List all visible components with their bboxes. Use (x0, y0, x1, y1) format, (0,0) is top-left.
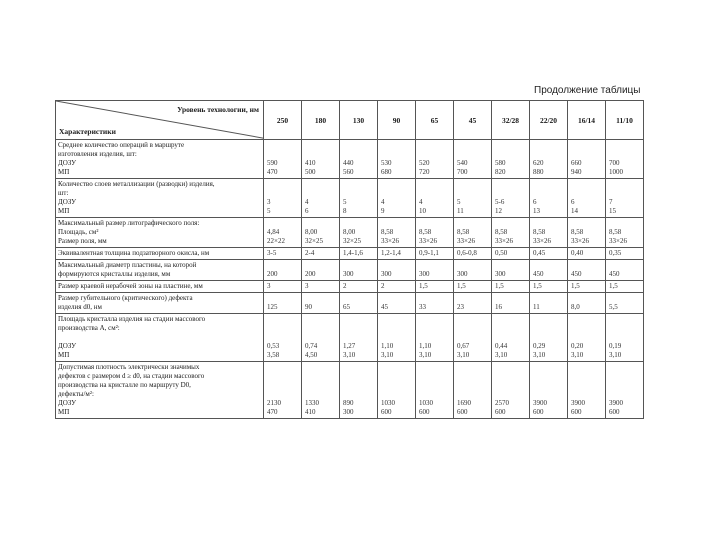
cell-value: 125 (267, 303, 278, 311)
cell-value: 0,44 (495, 342, 508, 350)
cell-value: 4,50 (305, 351, 318, 359)
cell-value: 3-5 (267, 249, 277, 257)
cell-value: 2570 (495, 399, 509, 407)
cell-value: 8,58 (419, 228, 432, 236)
cell-value: 11 (533, 303, 540, 311)
value-cell (340, 260, 378, 281)
cell-value: 3,10 (343, 351, 356, 359)
cell-value: 1690 (457, 399, 471, 407)
table-row (56, 314, 644, 362)
cell-value: 14 (571, 207, 578, 215)
cell-value: 8,0 (571, 303, 580, 311)
cell-value: 600 (457, 408, 468, 416)
row-label-line: ДОЗУ (58, 342, 77, 350)
row-label-line: Размер краевой нерабочей зоны на пластине, мм (58, 282, 203, 290)
value-cell (606, 248, 644, 260)
value-cell (530, 314, 568, 362)
cell-value: 0,74 (305, 342, 318, 350)
cell-value: 32×25 (343, 237, 361, 245)
data-table (55, 100, 644, 419)
value-cell (606, 140, 644, 179)
value-cell (302, 281, 340, 293)
cell-value: 9 (381, 207, 385, 215)
table-row (56, 179, 644, 218)
cell-value: 13 (533, 207, 540, 215)
cell-value: 1,5 (533, 282, 542, 290)
value-cell (378, 281, 416, 293)
cell-value: 200 (267, 270, 278, 278)
cell-value: 600 (571, 408, 582, 416)
value-cell (340, 293, 378, 314)
cell-value: 410 (305, 408, 316, 416)
value-cell (454, 140, 492, 179)
cell-value: 0,19 (609, 342, 622, 350)
cell-value: 8,00 (305, 228, 318, 236)
cell-value: 530 (381, 159, 392, 167)
cell-value: 300 (343, 408, 354, 416)
value-cell (264, 179, 302, 218)
row-label-line: МП (58, 351, 70, 359)
table-row (56, 140, 644, 179)
cell-value: 600 (495, 408, 506, 416)
value-cell (264, 293, 302, 314)
value-cell (264, 362, 302, 419)
value-cell (530, 248, 568, 260)
row-label-cell (56, 218, 264, 248)
row-label-line: Среднее количество операций в маршруте (58, 141, 185, 149)
row-label-line: МП (58, 168, 70, 176)
value-cell (340, 362, 378, 419)
cell-value: 600 (419, 408, 430, 416)
cell-value: 33×26 (571, 237, 589, 245)
column-header: 130 (340, 101, 378, 140)
value-cell (340, 314, 378, 362)
value-cell (416, 314, 454, 362)
value-cell (416, 218, 454, 248)
cell-value: 500 (305, 168, 316, 176)
cell-value: 1030 (381, 399, 395, 407)
cell-value: 450 (609, 270, 620, 278)
cell-value: 590 (267, 159, 278, 167)
value-cell (606, 218, 644, 248)
cell-value: 4,84 (267, 228, 280, 236)
row-label-line: Эквивалентная толщина подзатворного окисла, нм (58, 249, 210, 257)
cell-value: 410 (305, 159, 316, 167)
value-cell (492, 248, 530, 260)
cell-value: 3,10 (381, 351, 394, 359)
value-cell (264, 260, 302, 281)
value-cell (530, 218, 568, 248)
value-cell (492, 218, 530, 248)
value-cell (340, 218, 378, 248)
value-cell (264, 281, 302, 293)
cell-value: 1,10 (419, 342, 432, 350)
cell-value: 820 (495, 168, 506, 176)
cell-value: 890 (343, 399, 354, 407)
cell-value: 11 (457, 207, 464, 215)
cell-value: 3 (305, 282, 309, 290)
cell-value: 2130 (267, 399, 281, 407)
cell-value: 33 (419, 303, 426, 311)
table-row (56, 362, 644, 419)
value-cell (340, 248, 378, 260)
cell-value: 0,6-0,8 (457, 249, 477, 257)
cell-value: 700 (609, 159, 620, 167)
column-header: 65 (416, 101, 454, 140)
value-cell (530, 140, 568, 179)
cell-value: 3,10 (495, 351, 508, 359)
cell-value: 520 (419, 159, 430, 167)
row-label-line: МП (58, 408, 70, 416)
cell-value: 5,5 (609, 303, 618, 311)
row-label-line: шт: (58, 189, 69, 197)
value-cell (264, 314, 302, 362)
row-label-line: Площадь, см² (58, 228, 99, 236)
cell-value: 33×26 (457, 237, 475, 245)
value-cell (530, 362, 568, 419)
value-cell (378, 293, 416, 314)
value-cell (416, 281, 454, 293)
value-cell (492, 362, 530, 419)
column-header: 32/28 (492, 101, 530, 140)
cell-value: 5-6 (495, 198, 505, 206)
header-corner-cell (56, 101, 264, 140)
cell-value: 4 (419, 198, 423, 206)
cell-value: 3 (267, 198, 271, 206)
table-row (56, 218, 644, 248)
column-header: 11/10 (606, 101, 644, 140)
cell-value: 580 (495, 159, 506, 167)
characteristics-label: Характеристики (59, 127, 116, 136)
row-label-line: дефектов с размером d ≥ d0, на стадии массового (58, 372, 205, 380)
table-row (56, 281, 644, 293)
value-cell (302, 218, 340, 248)
value-cell (568, 260, 606, 281)
value-cell (378, 260, 416, 281)
cell-value: 1000 (609, 168, 623, 176)
cell-value: 0,35 (609, 249, 622, 257)
row-label-cell (56, 314, 264, 362)
value-cell (416, 260, 454, 281)
value-cell (454, 260, 492, 281)
cell-value: 1,10 (381, 342, 394, 350)
value-cell (378, 218, 416, 248)
row-label-line (58, 333, 261, 342)
column-header: 90 (378, 101, 416, 140)
cell-value: 33×26 (419, 237, 437, 245)
cell-value: 0,9-1,1 (419, 249, 439, 257)
value-cell (416, 179, 454, 218)
cell-value: 200 (305, 270, 316, 278)
table-row (56, 260, 644, 281)
cell-value: 3,10 (419, 351, 432, 359)
cell-value: 1,5 (419, 282, 428, 290)
cell-value: 12 (495, 207, 502, 215)
cell-value: 1,4-1,6 (343, 249, 363, 257)
cell-value: 33×26 (381, 237, 399, 245)
cell-value: 1030 (419, 399, 433, 407)
value-cell (568, 314, 606, 362)
cell-value: 300 (457, 270, 468, 278)
value-cell (492, 293, 530, 314)
value-cell (340, 140, 378, 179)
value-cell (492, 281, 530, 293)
cell-value: 23 (457, 303, 464, 311)
cell-value: 1,5 (571, 282, 580, 290)
value-cell (416, 248, 454, 260)
cell-value: 8,58 (533, 228, 546, 236)
cell-value: 600 (609, 408, 620, 416)
value-cell (568, 248, 606, 260)
cell-value: 0,40 (571, 249, 584, 257)
value-cell (530, 179, 568, 218)
cell-value: 22×22 (267, 237, 285, 245)
cell-value: 1,27 (343, 342, 356, 350)
row-label-line: ДОЗУ (58, 399, 77, 407)
cell-value: 3 (267, 282, 271, 290)
cell-value: 6 (571, 198, 575, 206)
row-label-cell (56, 140, 264, 179)
cell-value: 680 (381, 168, 392, 176)
row-label-cell (56, 248, 264, 260)
column-header: 16/14 (568, 101, 606, 140)
row-label-line: ДОЗУ (58, 198, 77, 206)
cell-value: 7 (609, 198, 613, 206)
value-cell (378, 179, 416, 218)
value-cell (492, 314, 530, 362)
value-cell (530, 281, 568, 293)
cell-value: 1,5 (457, 282, 466, 290)
value-cell (302, 248, 340, 260)
column-header: 22/20 (530, 101, 568, 140)
cell-value: 3,10 (571, 351, 584, 359)
cell-value: 1330 (305, 399, 319, 407)
value-cell (568, 218, 606, 248)
level-label: Уровень технологии, нм (177, 105, 259, 114)
row-label-line: Допустимая плотность электрически значимых (58, 363, 200, 371)
value-cell (454, 293, 492, 314)
value-cell (416, 362, 454, 419)
value-cell (492, 140, 530, 179)
cell-value: 0,45 (533, 249, 546, 257)
value-cell (454, 362, 492, 419)
value-cell (302, 314, 340, 362)
cell-value: 32×25 (305, 237, 323, 245)
cell-value: 3900 (609, 399, 623, 407)
value-cell (606, 314, 644, 362)
value-cell (454, 179, 492, 218)
row-label-line: изготовления изделия, шт: (58, 150, 137, 158)
value-cell (302, 140, 340, 179)
cell-value: 560 (343, 168, 354, 176)
cell-value: 1,2-1,4 (381, 249, 401, 257)
cell-value: 8,58 (457, 228, 470, 236)
cell-value: 65 (343, 303, 350, 311)
value-cell (454, 281, 492, 293)
row-label-line: Площадь кристалла изделия на стадии массового (58, 315, 206, 323)
cell-value: 600 (533, 408, 544, 416)
cell-value: 300 (495, 270, 506, 278)
cell-value: 3,58 (267, 351, 280, 359)
cell-value: 300 (419, 270, 430, 278)
value-cell (378, 248, 416, 260)
cell-value: 10 (419, 207, 426, 215)
table-row (56, 248, 644, 260)
value-cell (606, 362, 644, 419)
cell-value: 3,10 (457, 351, 470, 359)
value-cell (302, 260, 340, 281)
cell-value: 700 (457, 168, 468, 176)
cell-value: 1,5 (609, 282, 618, 290)
cell-value: 3,10 (533, 351, 546, 359)
value-cell (606, 260, 644, 281)
value-cell (568, 140, 606, 179)
row-label-cell (56, 179, 264, 218)
cell-value: 660 (571, 159, 582, 167)
value-cell (340, 179, 378, 218)
row-label-line: Размер губительного (критического) дефекта (58, 294, 193, 302)
row-label-line: формируются кристаллы изделия, мм (58, 270, 171, 278)
cell-value: 880 (533, 168, 544, 176)
value-cell (340, 281, 378, 293)
row-label-line: производства на кристалле по маршруту D0, (58, 381, 191, 389)
cell-value: 0,67 (457, 342, 470, 350)
row-label-line: МП (58, 207, 70, 215)
cell-value: 8,58 (609, 228, 622, 236)
value-cell (302, 293, 340, 314)
cell-value: 300 (343, 270, 354, 278)
value-cell (530, 293, 568, 314)
cell-value: 3900 (571, 399, 585, 407)
column-header: 45 (454, 101, 492, 140)
row-label-line: изделия d0, нм (58, 303, 102, 311)
header-row (56, 101, 644, 140)
cell-value: 16 (495, 303, 502, 311)
table-row (56, 293, 644, 314)
value-cell (454, 314, 492, 362)
cell-value: 6 (533, 198, 537, 206)
value-cell (454, 248, 492, 260)
cell-value: 5 (343, 198, 347, 206)
cell-value: 0,50 (495, 249, 508, 257)
value-cell (530, 260, 568, 281)
value-cell (568, 293, 606, 314)
cell-value: 720 (419, 168, 430, 176)
cell-value: 15 (609, 207, 616, 215)
cell-value: 2 (343, 282, 347, 290)
value-cell (606, 179, 644, 218)
cell-value: 33×26 (495, 237, 513, 245)
row-label-line: дефекты/м²: (58, 390, 94, 398)
value-cell (416, 140, 454, 179)
value-cell (454, 218, 492, 248)
cell-value: 8,00 (343, 228, 356, 236)
value-cell (378, 362, 416, 419)
cell-value: 940 (571, 168, 582, 176)
cell-value: 0,29 (533, 342, 546, 350)
value-cell (568, 179, 606, 218)
value-cell (606, 281, 644, 293)
value-cell (264, 218, 302, 248)
cell-value: 620 (533, 159, 544, 167)
cell-value: 470 (267, 408, 278, 416)
value-cell (492, 260, 530, 281)
row-label-line: Размер поля, мм (58, 237, 107, 245)
value-cell (568, 281, 606, 293)
value-cell (264, 248, 302, 260)
cell-value: 300 (381, 270, 392, 278)
column-header: 180 (302, 101, 340, 140)
value-cell (302, 362, 340, 419)
row-label-cell (56, 293, 264, 314)
cell-value: 45 (381, 303, 388, 311)
cell-value: 8 (343, 207, 347, 215)
value-cell (416, 293, 454, 314)
value-cell (302, 179, 340, 218)
cell-value: 3,10 (609, 351, 622, 359)
cell-value: 8,58 (495, 228, 508, 236)
table-caption: Продолжение таблицы (534, 85, 641, 96)
cell-value: 3900 (533, 399, 547, 407)
value-cell (378, 140, 416, 179)
column-header: 250 (264, 101, 302, 140)
value-cell (568, 362, 606, 419)
cell-value: 33×26 (533, 237, 551, 245)
cell-value: 600 (381, 408, 392, 416)
cell-value: 5 (457, 198, 461, 206)
cell-value: 0,20 (571, 342, 584, 350)
cell-value: 4 (381, 198, 385, 206)
value-cell (378, 314, 416, 362)
row-label-line: Количество слоев металлизации (разводки) изделия, (58, 180, 215, 188)
cell-value: 8,58 (381, 228, 394, 236)
row-label-line: ДОЗУ (58, 159, 77, 167)
table-body (56, 101, 644, 419)
cell-value: 33×26 (609, 237, 627, 245)
cell-value: 90 (305, 303, 312, 311)
value-cell (492, 179, 530, 218)
row-label-line: Максимальный размер литографического поля: (58, 219, 200, 227)
row-label-cell (56, 260, 264, 281)
row-label-cell (56, 281, 264, 293)
cell-value: 0,53 (267, 342, 280, 350)
value-cell (264, 140, 302, 179)
value-cell (606, 293, 644, 314)
row-label-cell (56, 362, 264, 419)
cell-value: 4 (305, 198, 309, 206)
cell-value: 1,5 (495, 282, 504, 290)
cell-value: 440 (343, 159, 354, 167)
cell-value: 2 (381, 282, 385, 290)
cell-value: 470 (267, 168, 278, 176)
cell-value: 8,58 (571, 228, 584, 236)
row-label-line: производства A, см²: (58, 324, 120, 332)
cell-value: 2-4 (305, 249, 315, 257)
cell-value: 5 (267, 207, 271, 215)
cell-value: 6 (305, 207, 309, 215)
cell-value: 450 (571, 270, 582, 278)
cell-value: 450 (533, 270, 544, 278)
cell-value: 540 (457, 159, 468, 167)
row-label-line: Максимальный диаметр пластины, на которой (58, 261, 197, 269)
